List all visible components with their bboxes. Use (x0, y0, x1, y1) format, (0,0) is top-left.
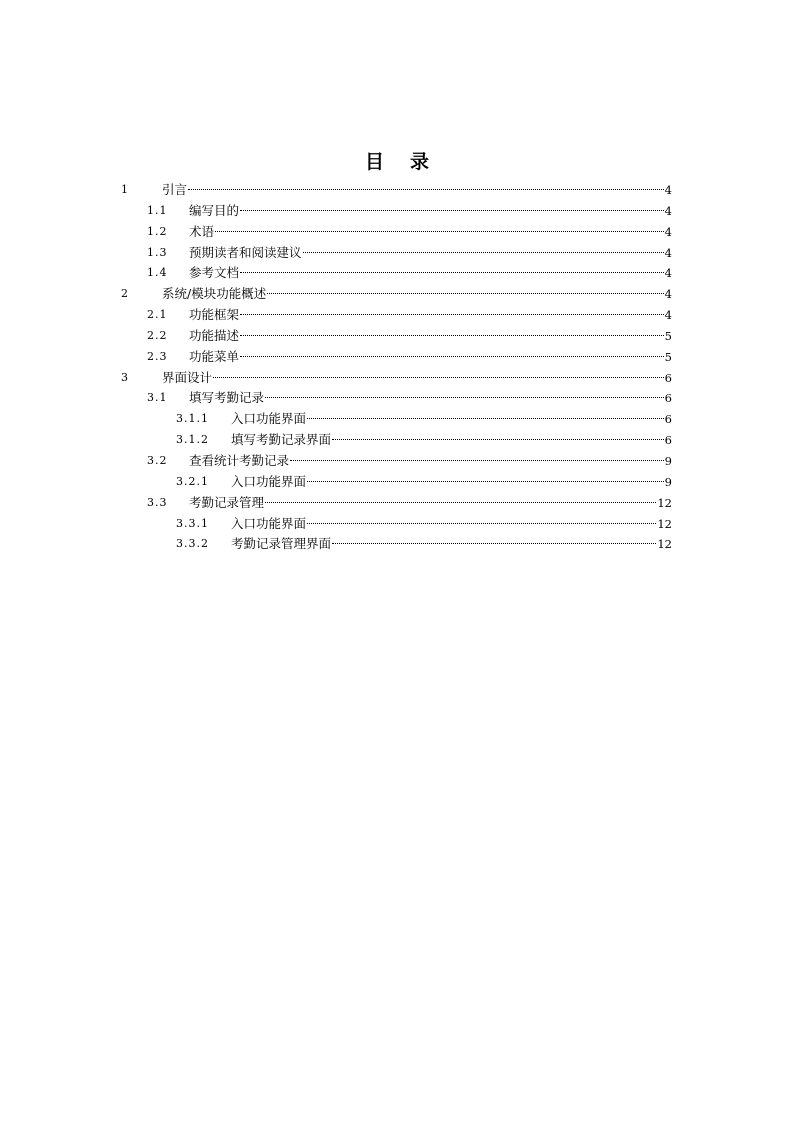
toc-leader-dots (240, 314, 664, 315)
toc-entry-number: 1.1 (147, 203, 168, 217)
toc-entry-number: 1.2 (147, 224, 168, 238)
toc-entry-page: 4 (664, 224, 672, 239)
toc-title-char-1: 目 (364, 151, 384, 173)
toc-entry-text: 查看统计考勤记录 (189, 452, 290, 468)
toc-entry-page: 9 (664, 453, 672, 468)
toc-entry-text: 术语 (189, 223, 215, 239)
toc-entry[interactable] (0, 284, 794, 305)
toc-entry[interactable] (0, 514, 794, 535)
toc-entry[interactable] (0, 534, 794, 555)
toc-entry-text: 考勤记录管理界面 (231, 536, 332, 552)
toc-entry-number: 2.2 (147, 328, 168, 342)
toc-entry[interactable] (0, 305, 794, 326)
toc-entry-page: 9 (664, 474, 672, 489)
toc-entry-page: 6 (664, 433, 672, 448)
toc-entry-text: 预期读者和阅读建议 (189, 244, 302, 260)
toc-entry[interactable] (0, 388, 794, 409)
toc-entry-page: 12 (657, 537, 672, 552)
toc-leader-dots (188, 189, 664, 190)
toc-entry-number: 3.1 (147, 391, 168, 405)
toc-entry[interactable] (0, 347, 794, 368)
toc-leader-dots (240, 210, 664, 211)
toc-entry-text: 系统/模块功能概述 (162, 286, 267, 302)
toc-title (0, 147, 794, 174)
toc-leader-dots (332, 543, 656, 544)
toc-entry-number: 1 (121, 183, 129, 196)
toc-entry-page: 4 (664, 203, 672, 218)
toc-entry-text: 填写考勤记录界面 (231, 432, 332, 448)
toc-entry-number: 1.4 (147, 266, 168, 280)
toc-entry[interactable] (0, 430, 794, 451)
toc-title-char-2: 录 (410, 151, 430, 173)
toc-entry-number: 2.1 (147, 308, 168, 322)
toc-entry-page: 4 (664, 245, 672, 260)
toc-entry-page: 5 (664, 349, 672, 364)
toc-entry[interactable] (0, 493, 794, 514)
toc-leader-dots (240, 356, 664, 357)
toc-entry[interactable] (0, 243, 794, 264)
toc-entry[interactable] (0, 451, 794, 472)
toc-leader-dots (332, 439, 664, 440)
toc-entry-text: 编写目的 (189, 202, 240, 218)
toc-entry-text: 功能框架 (189, 307, 240, 323)
toc-entry[interactable] (0, 263, 794, 284)
toc-entry-text: 填写考勤记录 (189, 390, 265, 406)
toc-entry-page: 6 (664, 412, 672, 427)
toc-leader-dots (307, 418, 664, 419)
toc-entry-page: 6 (664, 391, 672, 406)
toc-leader-dots (303, 252, 664, 253)
toc-entry-text: 入口功能界面 (231, 473, 307, 489)
toc-entry-page: 5 (664, 328, 672, 343)
toc-entry-page: 6 (664, 370, 672, 385)
toc-entry-number: 3.2 (147, 453, 168, 467)
toc-entry-number: 3.1.2 (176, 433, 209, 447)
toc-leader-dots (240, 272, 664, 273)
toc-entry-page: 4 (664, 308, 672, 323)
toc-entry-number: 2 (121, 287, 129, 301)
toc-entry[interactable] (0, 180, 794, 201)
toc-list (0, 180, 794, 555)
toc-leader-dots (215, 231, 664, 232)
toc-entry-text: 界面设计 (162, 369, 213, 385)
toc-entry-page: 12 (657, 516, 672, 531)
toc-leader-dots (307, 523, 656, 524)
toc-leader-dots (307, 481, 664, 482)
toc-entry-number: 3.3 (147, 495, 168, 509)
toc-entry[interactable] (0, 409, 794, 430)
toc-entry-text: 入口功能界面 (231, 515, 307, 531)
toc-entry-number: 2.3 (147, 349, 168, 363)
toc-leader-dots (290, 460, 664, 461)
toc-entry-number: 1.3 (147, 245, 168, 259)
toc-entry-page: 4 (664, 266, 672, 281)
toc-entry-number: 3.1.1 (176, 412, 209, 426)
toc-entry-page: 12 (657, 495, 672, 510)
toc-entry-number: 3.2.1 (176, 474, 209, 488)
toc-entry-number: 3.3.2 (176, 537, 209, 551)
toc-entry-page: 4 (664, 183, 672, 197)
toc-entry-page: 4 (664, 287, 672, 302)
toc-leader-dots (265, 502, 656, 503)
toc-entry-text: 参考文档 (189, 265, 240, 281)
toc-entry-text: 入口功能界面 (231, 411, 307, 427)
toc-entry-text: 功能菜单 (189, 348, 240, 364)
toc-entry-text: 功能描述 (189, 327, 240, 343)
toc-entry[interactable] (0, 472, 794, 493)
toc-leader-dots (213, 377, 664, 378)
toc-entry[interactable] (0, 326, 794, 347)
toc-entry[interactable] (0, 368, 794, 389)
toc-entry[interactable] (0, 201, 794, 222)
toc-leader-dots (267, 293, 663, 294)
toc-entry-text: 引言 (162, 182, 188, 197)
toc-entry[interactable] (0, 222, 794, 243)
toc-leader-dots (265, 397, 664, 398)
toc-entry-number: 3 (121, 370, 129, 384)
toc-entry-number: 3.3.1 (176, 516, 209, 530)
toc-entry-text: 考勤记录管理 (189, 494, 265, 510)
toc-leader-dots (240, 335, 664, 336)
